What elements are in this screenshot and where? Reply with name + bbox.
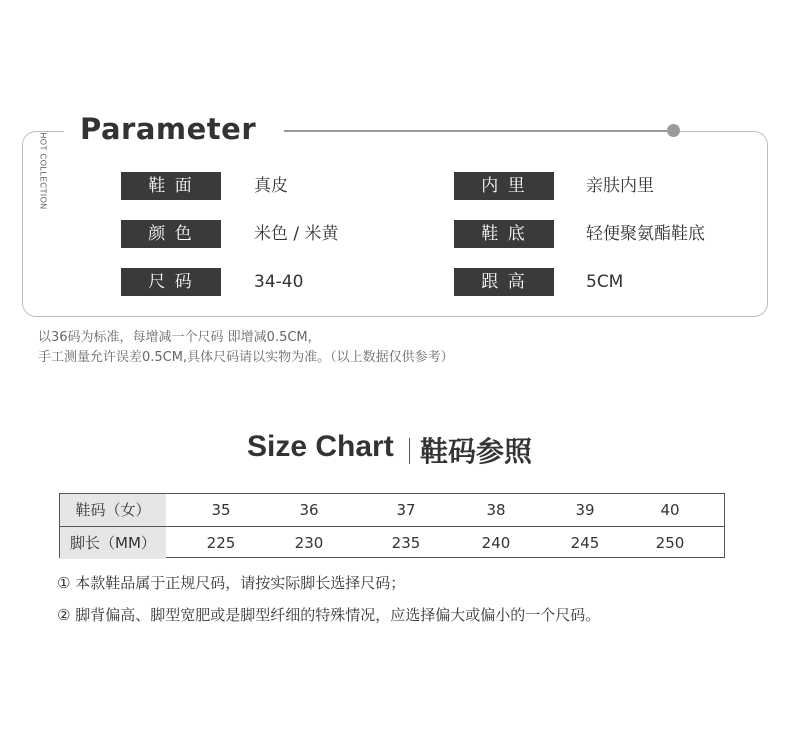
length-cell: 245 <box>570 534 600 552</box>
size-chart-title-cn: 鞋码参照 <box>420 435 533 468</box>
label-color: 颜 色 <box>121 220 221 248</box>
title-rule-line <box>284 130 672 132</box>
tip-2: ② 脚背偏高、脚型宽肥或是脚型纤细的特殊情况，应选择偏大或偏小的一个尺码。 <box>57 606 601 624</box>
size-table <box>59 493 725 558</box>
table-row-size <box>60 494 724 526</box>
tip-1: ① 本款鞋品属于正规尺码，请按实际脚长选择尺码； <box>57 574 406 592</box>
value-size: 34-40 <box>254 272 304 292</box>
value-color: 米色 / 米黄 <box>254 224 339 244</box>
label-upper: 鞋 面 <box>121 172 221 200</box>
parameter-title: Parameter <box>80 112 257 146</box>
label-lining: 内 里 <box>454 172 554 200</box>
length-cell: 250 <box>655 534 685 552</box>
length-cell: 240 <box>481 534 511 552</box>
length-cell: 230 <box>294 534 324 552</box>
label-sole: 鞋 底 <box>454 220 554 248</box>
table-row-foot-length <box>60 527 724 559</box>
size-cell: 37 <box>396 501 416 519</box>
value-heel: 5CM <box>586 272 624 292</box>
label-size: 尺 码 <box>121 268 221 296</box>
label-heel: 跟 高 <box>454 268 554 296</box>
title-rule-dot <box>667 124 680 137</box>
value-upper: 真皮 <box>254 176 288 196</box>
length-cell: 225 <box>206 534 236 552</box>
row-header-shoe-size: 鞋码（女） <box>60 494 166 526</box>
size-cell: 40 <box>660 501 680 519</box>
size-note-line2: 手工测量允许误差0.5CM,具体尺码请以实物为准。（以上数据仅供参考） <box>38 350 454 365</box>
size-cell: 35 <box>211 501 231 519</box>
value-sole: 轻便聚氨酯鞋底 <box>586 224 705 244</box>
value-lining: 亲肤内里 <box>586 176 654 196</box>
size-cell: 39 <box>575 501 595 519</box>
size-cell: 36 <box>299 501 319 519</box>
size-note-line1: 以36码为标准，每增减一个尺码 即增减0.5CM， <box>38 330 321 345</box>
size-cell: 38 <box>486 501 506 519</box>
size-chart-title: Size Chart <box>247 430 394 463</box>
row-header-foot-length: 脚长（MM） <box>60 527 166 559</box>
title-separator <box>409 438 410 464</box>
side-collection-text: HOT COLLECTION <box>38 132 48 210</box>
length-cell: 235 <box>391 534 421 552</box>
